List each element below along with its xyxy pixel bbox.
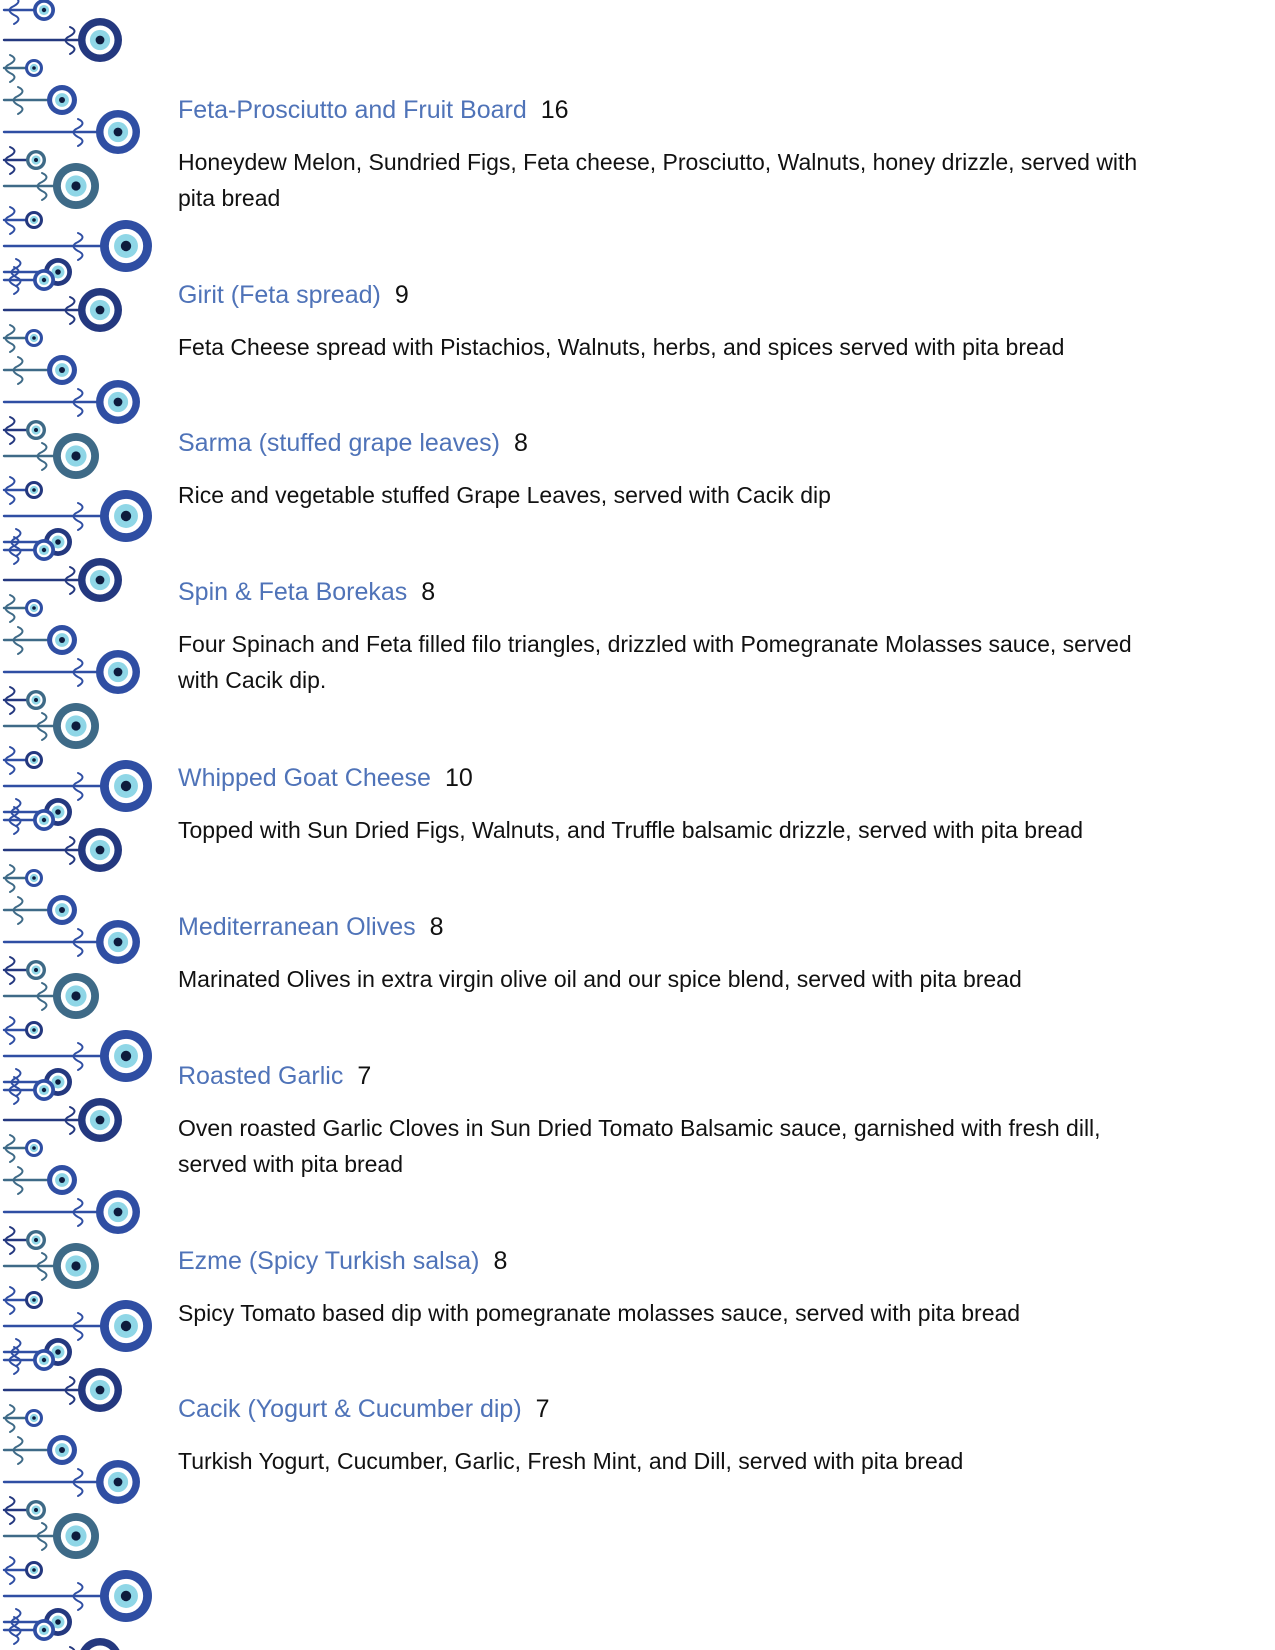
evil-eye-icon (25, 329, 43, 347)
menu-item (178, 1058, 1138, 1182)
evil-eye-icon (25, 1291, 43, 1309)
item-description: Rice and vegetable stuffed Grape Leaves, served with Cacik dip (178, 482, 831, 508)
evil-eye-icon (25, 599, 43, 617)
evil-eye-icon (47, 895, 77, 925)
item-price: 7 (357, 1062, 372, 1090)
evil-eye-icon (33, 539, 55, 561)
item-name: Ezme (Spicy Turkish salsa) (178, 1247, 480, 1275)
evil-eye-icon (25, 1021, 43, 1039)
menu-item (178, 909, 1138, 997)
evil-eye-icon (96, 110, 140, 154)
evil-eye-icon (96, 920, 140, 964)
evil-eye-icon (25, 211, 43, 229)
item-title (178, 1058, 1138, 1094)
evil-eye-icon (96, 1190, 140, 1234)
item-name: Mediterranean Olives (178, 913, 416, 941)
evil-eye-icon (25, 1409, 43, 1427)
evil-eye-icon (26, 960, 46, 980)
evil-eye-icon (96, 650, 140, 694)
item-price: 16 (540, 96, 569, 124)
item-name: Roasted Garlic (178, 1062, 344, 1090)
evil-eye-icon (78, 288, 122, 332)
evil-eye-icon (25, 1139, 43, 1157)
evil-eye-icon (78, 18, 122, 62)
evil-eye-icon (25, 481, 43, 499)
evil-eye-icon (78, 558, 122, 602)
menu-item (178, 1243, 1138, 1331)
evil-eye-icon (78, 1638, 122, 1650)
evil-eye-icon (25, 869, 43, 887)
item-name: Feta-Prosciutto and Fruit Board (178, 96, 527, 124)
item-price: 8 (421, 578, 436, 606)
item-description: Feta Cheese spread with Pistachios, Walnuts, herbs, and spices served with pita bread (178, 334, 1065, 360)
evil-eye-icon (25, 59, 43, 77)
item-description: Spicy Tomato based dip with pomegranate molasses sauce, served with pita bread (178, 1300, 1021, 1326)
evil-eye-icon (100, 490, 152, 542)
evil-eye-icon (47, 1165, 77, 1195)
evil-eye-icon (53, 1513, 99, 1559)
evil-eye-icon (33, 0, 55, 21)
evil-eye-icon (100, 1570, 152, 1622)
item-price: 8 (429, 913, 444, 941)
evil-eye-icon (26, 1500, 46, 1520)
menu-item (178, 1391, 1138, 1479)
item-name: Sarma (stuffed grape leaves) (178, 429, 500, 457)
evil-eye-icon (100, 1300, 152, 1352)
evil-eye-icon (33, 1619, 55, 1641)
menu-item (178, 92, 1138, 211)
item-price: 8 (493, 1247, 508, 1275)
item-title (178, 760, 1138, 796)
item-description: Four Spinach and Feta filled filo triangles, drizzled with Pomegranate Molasses sauce, served with Cacik dip. (178, 631, 1132, 693)
item-price: 8 (513, 429, 528, 457)
evil-eye-icon (53, 1243, 99, 1289)
menu-list (178, 92, 1138, 1479)
evil-eye-icon (96, 1460, 140, 1504)
evil-eye-icon (100, 760, 152, 812)
evil-eye-icon (47, 355, 77, 385)
item-description: Marinated Olives in extra virgin olive oil and our spice blend, served with pita bread (178, 966, 1022, 992)
evil-eye-icon (100, 1030, 152, 1082)
evil-eye-border (0, 0, 160, 1650)
item-title (178, 425, 1138, 461)
item-title (178, 1243, 1138, 1279)
evil-eye-icon (78, 828, 122, 872)
item-price: 10 (444, 764, 473, 792)
item-description: Honeydew Melon, Sundried Figs, Feta cheese, Prosciutto, Walnuts, honey drizzle, served with pita bread (178, 149, 1138, 211)
evil-eye-icon (47, 625, 77, 655)
item-title (178, 277, 1138, 313)
item-price: 9 (394, 281, 409, 309)
evil-eye-icon (26, 690, 46, 710)
evil-eye-icon (33, 1349, 55, 1371)
evil-eye-icon (47, 1435, 77, 1465)
item-title (178, 574, 1138, 610)
evil-eye-icon (33, 1079, 55, 1101)
item-title (178, 92, 1138, 128)
evil-eye-icon (47, 85, 77, 115)
evil-eye-icon (96, 380, 140, 424)
item-name: Whipped Goat Cheese (178, 764, 431, 792)
item-price: 7 (535, 1395, 550, 1423)
evil-eye-icon (100, 220, 152, 272)
item-name: Spin & Feta Borekas (178, 578, 408, 606)
evil-eye-icon (26, 150, 46, 170)
evil-eye-icon (26, 420, 46, 440)
item-name: Girit (Feta spread) (178, 281, 381, 309)
item-description: Topped with Sun Dried Figs, Walnuts, and Truffle balsamic drizzle, served with pita bread (178, 817, 1084, 843)
menu-item (178, 574, 1138, 698)
evil-eye-icon (33, 269, 55, 291)
item-description: Oven roasted Garlic Cloves in Sun Dried Tomato Balsamic sauce, garnished with fresh dill, served with pita bread (178, 1115, 1101, 1177)
evil-eye-icon (33, 809, 55, 831)
item-description: Turkish Yogurt, Cucumber, Garlic, Fresh Mint, and Dill, served with pita bread (178, 1448, 964, 1474)
evil-eye-icon (53, 163, 99, 209)
item-title (178, 1391, 1138, 1427)
evil-eye-icon (78, 1368, 122, 1412)
menu-item (178, 277, 1138, 365)
evil-eye-icon (53, 973, 99, 1019)
evil-eye-icon (53, 433, 99, 479)
evil-eye-icon (25, 751, 43, 769)
evil-eye-icon (25, 1561, 43, 1579)
evil-eye-icon (53, 703, 99, 749)
evil-eye-icon (78, 1098, 122, 1142)
item-title (178, 909, 1138, 945)
menu-item (178, 760, 1138, 848)
evil-eye-icon (26, 1230, 46, 1250)
menu-item (178, 425, 1138, 513)
item-name: Cacik (Yogurt & Cucumber dip) (178, 1395, 522, 1423)
